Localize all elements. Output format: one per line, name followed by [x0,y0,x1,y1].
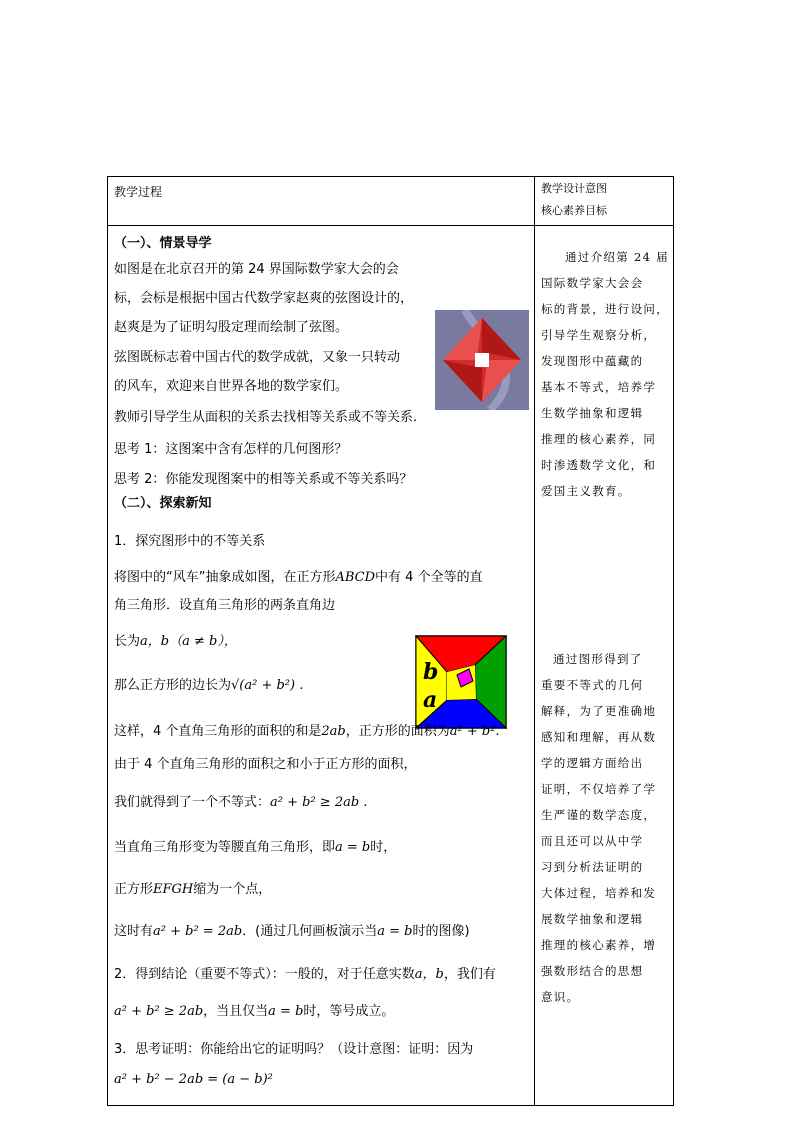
think2-text: 思考 2：你能发现图案中的相等关系或不等关系吗？ [114,472,413,487]
design-intent-block-2 [541,646,669,1010]
design-intent-line: 推理的核心素养，同 [541,432,657,446]
item1-text: 1．探究图形中的不等关系 [114,534,266,549]
text-span: ．(通过几何画板演示当 [242,924,378,939]
text-span: 这时有 [114,924,154,939]
math-proof: a² + b² − 2ab = (a − b)² [114,1072,273,1087]
paragraph-line [114,1072,273,1087]
math-a-b: a，b（a ≠ b）， [140,634,237,649]
design-intent-line: 生严谨的数学态度， [541,808,657,822]
paragraph-line: 如图是在北京召开的第 24 界国际数学家大会的会 [114,262,399,277]
paragraph-line [114,566,483,585]
math-equality: a² + b² = 2ab [153,924,243,939]
paragraph-line [114,674,303,693]
math-a-b: a，b [414,967,444,982]
text-span: ，当且仅当 [203,1004,269,1019]
design-intent-line: 习到分析法证明的 [541,860,644,874]
design-intent-line: 证明，不仅培养了学 [541,782,657,796]
math-a-eq-b: a = b [335,840,371,855]
text-span: ，正方形的面积为 [345,724,450,739]
design-intent-line: 时渗透数学文化，和 [541,458,657,472]
design-intent-line: 爱国主义教育。 [541,484,631,498]
item3-text: 3．思考证明：你能给出它的证明吗？（设计意图：证明：因为 [114,1042,474,1057]
text-span: 中有 4 个全等的直 [375,570,483,585]
text-span: 2．得到结论（重要不等式）：一般的，对于任意实数 [114,967,415,982]
math-a-eq-b: a = b [377,924,413,939]
design-intent-line: 国际数学家大会会 [541,276,644,290]
math-abcd: ABCD [335,570,376,585]
main-right-cell [535,226,674,1106]
math-2ab: 2ab [321,724,346,739]
pinwheel-square-figure [415,635,507,729]
header-core-literacy: 核心素养目标 [541,204,607,217]
header-teaching-process: 教学过程 [114,185,163,199]
paragraph-line: 的风车，欢迎来自世界各地的数学家们。 [114,379,349,394]
design-intent-line: 感知和理解，再从数 [541,730,657,744]
text-span: 长为 [114,634,141,649]
design-intent-line: 通过介绍第 24 届 [565,250,669,264]
design-intent-line: 生数学抽象和逻辑 [541,406,644,420]
text-span: 时， [370,840,397,855]
paragraph-line [114,630,237,649]
design-intent-line: 意识。 [541,990,580,1004]
think1-text: 思考 1：这图案中含有怎样的几何图形？ [114,442,348,457]
lesson-table [107,176,674,1106]
math-a2b2: a² + b². [449,724,500,739]
paragraph-line [114,836,396,855]
text-span: 将图中的“风车”抽象成如图，在正方形 [114,570,336,585]
design-intent-line: 强数形结合的思想 [541,964,644,978]
design-intent-line: 发现图形中蕴藏的 [541,354,644,368]
text-span: 时的图像) [412,924,470,939]
design-intent-line: 通过图形得到了 [553,652,643,666]
design-intent-block-1 [541,244,669,504]
math-efgh: EFGH [153,882,194,897]
text-span: 当直角三角形变为等腰直角三角形，即 [114,840,336,855]
congress-logo-image [435,310,529,410]
design-intent-line: 引导学生观察分析， [541,328,657,342]
design-intent-line: 展数学抽象和逻辑 [541,912,644,926]
math-sqrt: √(a² + b²) . [231,678,304,693]
math-a-eq-b: a = b [268,1004,304,1019]
design-intent-line: 基本不等式，培养学 [541,380,657,394]
header-design-intent: 教学设计意图 [541,182,607,195]
text-span: 缩为一个点， [193,882,272,897]
design-intent-line: 学的逻辑方面给出 [541,756,644,770]
paragraph-line [114,963,496,982]
paragraph-line: 由于 4 个直角三角形的面积之和小于正方形的面积， [114,757,417,772]
design-intent-line: 而且还可以从中学 [541,834,644,848]
text-span: 正方形 [114,882,154,897]
math-inequality: a² + b² ≥ 2ab . [270,795,368,810]
paragraph-line [114,920,470,939]
section1-title: （一）、情景导学 [114,236,212,251]
design-intent-line: 重要不等式的几何 [541,678,644,692]
fig-label-a: a [423,687,438,713]
fig-label-b: b [423,659,439,685]
design-intent-line: 大体过程，培养和发 [541,886,657,900]
section2-title: （二）、探索新知 [114,496,212,511]
design-intent-line: 标的背景，进行设问， [541,302,669,316]
header-left-cell [108,177,535,226]
main-left-cell [108,226,535,1106]
paragraph-line: 赵爽是为了证明勾股定理而绘制了弦图。 [114,320,349,335]
text-span: 那么正方形的边长为 [114,678,232,693]
paragraph-line [114,878,271,897]
header-right-cell [535,177,674,226]
paragraph-line: 角三角形．设直角三角形的两条直角边 [114,598,336,613]
design-intent-line: 解释，为了更准确地 [541,704,657,718]
paragraph-line [114,720,500,739]
text-span: 这样，4 个直角三角形的面积的和是 [114,724,322,739]
paragraph-line: 标，会标是根据中国古代数学家赵爽的弦图设计的， [114,291,414,306]
paragraph-line [114,1000,394,1019]
text-span: 时，等号成立。 [303,1004,395,1019]
paragraph-line [114,791,367,810]
paragraph-line: 弦图既标志着中国古代的数学成就，又象一只转动 [114,350,401,365]
math-inequality: a² + b² ≥ 2ab [114,1004,204,1019]
paragraph-line: 教师引导学生从面积的关系去找相等关系或不等关系． [114,410,427,425]
design-intent-line: 推理的核心素养，增 [541,938,657,952]
text-span: 我们就得到了一个不等式： [114,795,271,810]
text-span: ，我们有 [443,967,496,982]
